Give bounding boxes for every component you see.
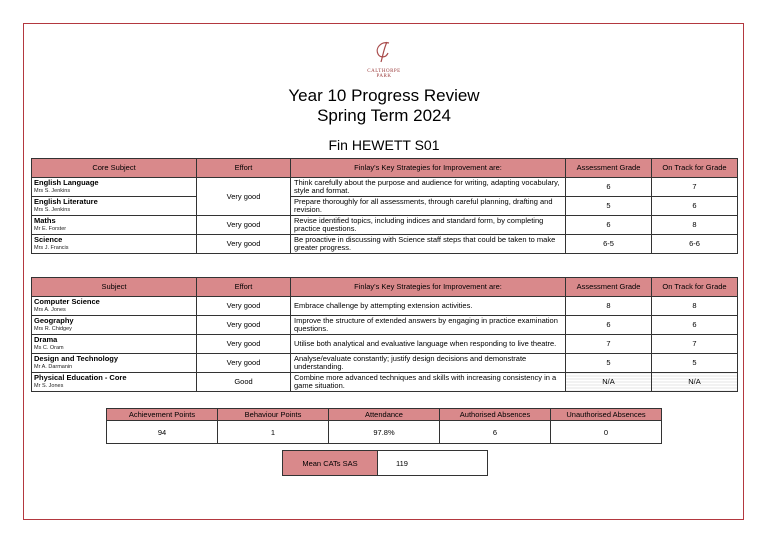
cats-value: 119: [378, 451, 488, 476]
report-term: Spring Term 2024: [317, 106, 451, 125]
effort-cell: Good: [197, 373, 291, 392]
table-row: [32, 178, 738, 197]
effort-cell: Very good: [197, 354, 291, 373]
subject-name: Geography: [34, 316, 74, 325]
subjects-table: [31, 277, 738, 392]
table-header-row: [32, 159, 738, 178]
cats-table: [282, 450, 488, 476]
ontrack-grade: N/A: [652, 373, 738, 392]
teacher-name: Ms C. Oram: [34, 345, 64, 351]
attendance-header: Attendance: [329, 409, 440, 421]
col-header-subject: Subject: [32, 278, 197, 297]
subject-name: Drama: [34, 335, 58, 344]
strategy-cell: Think carefully about the purpose and audience for writing, adapting vocabulary, style and format.: [291, 178, 566, 197]
student-name: Fin HEWETT S01: [328, 137, 440, 153]
assessment-grade: 7: [566, 335, 652, 354]
attendance-value: 97.8%: [329, 421, 440, 444]
col-header-ontrack: On Track for Grade: [652, 278, 738, 297]
report-title: Year 10 Progress Review: [288, 86, 480, 105]
subject-name: Design and Technology: [34, 354, 119, 363]
teacher-name: Mr S. Jones: [34, 383, 64, 389]
col-header-ontrack: On Track for Grade: [652, 159, 738, 178]
school-logo: [354, 40, 414, 80]
assessment-grade: 5: [566, 354, 652, 373]
assessment-grade: 6: [566, 316, 652, 335]
logo-icon: [369, 40, 399, 64]
ontrack-grade: 6: [652, 316, 738, 335]
table-row: [107, 421, 662, 444]
effort-cell: Very good: [197, 216, 291, 235]
subject-name: English Literature: [34, 197, 98, 206]
strategy-cell: Utilise both analytical and evaluative language when responding to live theatre.: [291, 335, 566, 354]
col-header-assessment: Assessment Grade: [566, 159, 652, 178]
assessment-grade: 6-5: [566, 235, 652, 254]
behaviour-points-header: Behaviour Points: [218, 409, 329, 421]
subject-name: Computer Science: [34, 297, 100, 306]
ontrack-grade: 8: [652, 216, 738, 235]
teacher-name: Mrs J. Francis: [34, 245, 69, 251]
teacher-name: Mr A. Darmanin: [34, 364, 73, 370]
effort-cell: Very good: [197, 235, 291, 254]
col-header-effort: Effort: [197, 159, 291, 178]
table-row: [32, 373, 738, 392]
col-header-subject: Core Subject: [32, 159, 197, 178]
subject-name: Science: [34, 235, 63, 244]
assessment-grade: 6: [566, 178, 652, 197]
table-row: [32, 216, 738, 235]
strategy-cell: Embrace challenge by attempting extension activities.: [291, 297, 566, 316]
summary-stats-table: [106, 408, 662, 444]
ontrack-grade: 6: [652, 197, 738, 216]
achievement-points-header: Achievement Points: [107, 409, 218, 421]
col-header-effort: Effort: [197, 278, 291, 297]
subject-name: English Language: [34, 178, 99, 187]
teacher-name: Mr E. Forster: [34, 226, 67, 232]
authorised-absences-value: 6: [440, 421, 551, 444]
strategy-cell: Prepare thoroughly for all assessments, through careful planning, drafting and revision.: [291, 197, 566, 216]
table-row: [32, 316, 738, 335]
ontrack-grade: 7: [652, 178, 738, 197]
core-subjects-table: [31, 158, 738, 254]
strategy-cell: Improve the structure of extended answers by engaging in practice examination questions.: [291, 316, 566, 335]
strategy-cell: Revise identified topics, including indices and standard form, by completing practice questions.: [291, 216, 566, 235]
ontrack-grade: 8: [652, 297, 738, 316]
table-row: [32, 197, 738, 216]
ontrack-grade: 5: [652, 354, 738, 373]
table-row: [283, 451, 488, 476]
effort-cell: Very good: [197, 178, 291, 216]
logo-text-line2: PARK: [376, 74, 392, 79]
subject-name: Physical Education - Core: [34, 373, 127, 382]
cats-label: Mean CATs SAS: [283, 451, 378, 476]
col-header-strategies: Finlay's Key Strategies for Improvement are:: [291, 159, 566, 178]
effort-cell: Very good: [197, 297, 291, 316]
teacher-name: Mrs S. Jenkins: [34, 207, 71, 213]
strategy-cell: Combine more advanced techniques and skills with increasing consistency in a game situation.: [291, 373, 566, 392]
unauthorised-absences-header: Unauthorised Absences: [551, 409, 662, 421]
table-row: [32, 297, 738, 316]
subject-name: Maths: [34, 216, 56, 225]
teacher-name: Mrs S. Jenkins: [34, 188, 71, 194]
table-row: [32, 335, 738, 354]
achievement-points-value: 94: [107, 421, 218, 444]
effort-cell: Very good: [197, 316, 291, 335]
teacher-name: Mrs A. Jones: [34, 307, 66, 313]
table-row: [32, 354, 738, 373]
col-header-strategies: Finlay's Key Strategies for Improvement are:: [291, 278, 566, 297]
effort-cell: Very good: [197, 335, 291, 354]
table-header-row: [32, 278, 738, 297]
authorised-absences-header: Authorised Absences: [440, 409, 551, 421]
teacher-name: Mrs R. Chidgey: [34, 326, 72, 332]
strategy-cell: Analyse/evaluate constantly; justify design decisions and demonstrate understanding.: [291, 354, 566, 373]
assessment-grade: 8: [566, 297, 652, 316]
assessment-grade: 5: [566, 197, 652, 216]
strategy-cell: Be proactive in discussing with Science staff steps that could be taken to make greater progress.: [291, 235, 566, 254]
logo-text-line1: CALTHORPE: [367, 69, 401, 74]
unauthorised-absences-value: 0: [551, 421, 662, 444]
assessment-grade: N/A: [566, 373, 652, 392]
ontrack-grade: 7: [652, 335, 738, 354]
col-header-assessment: Assessment Grade: [566, 278, 652, 297]
behaviour-points-value: 1: [218, 421, 329, 444]
assessment-grade: 6: [566, 216, 652, 235]
table-header-row: [107, 409, 662, 421]
table-row: [32, 235, 738, 254]
ontrack-grade: 6-6: [652, 235, 738, 254]
